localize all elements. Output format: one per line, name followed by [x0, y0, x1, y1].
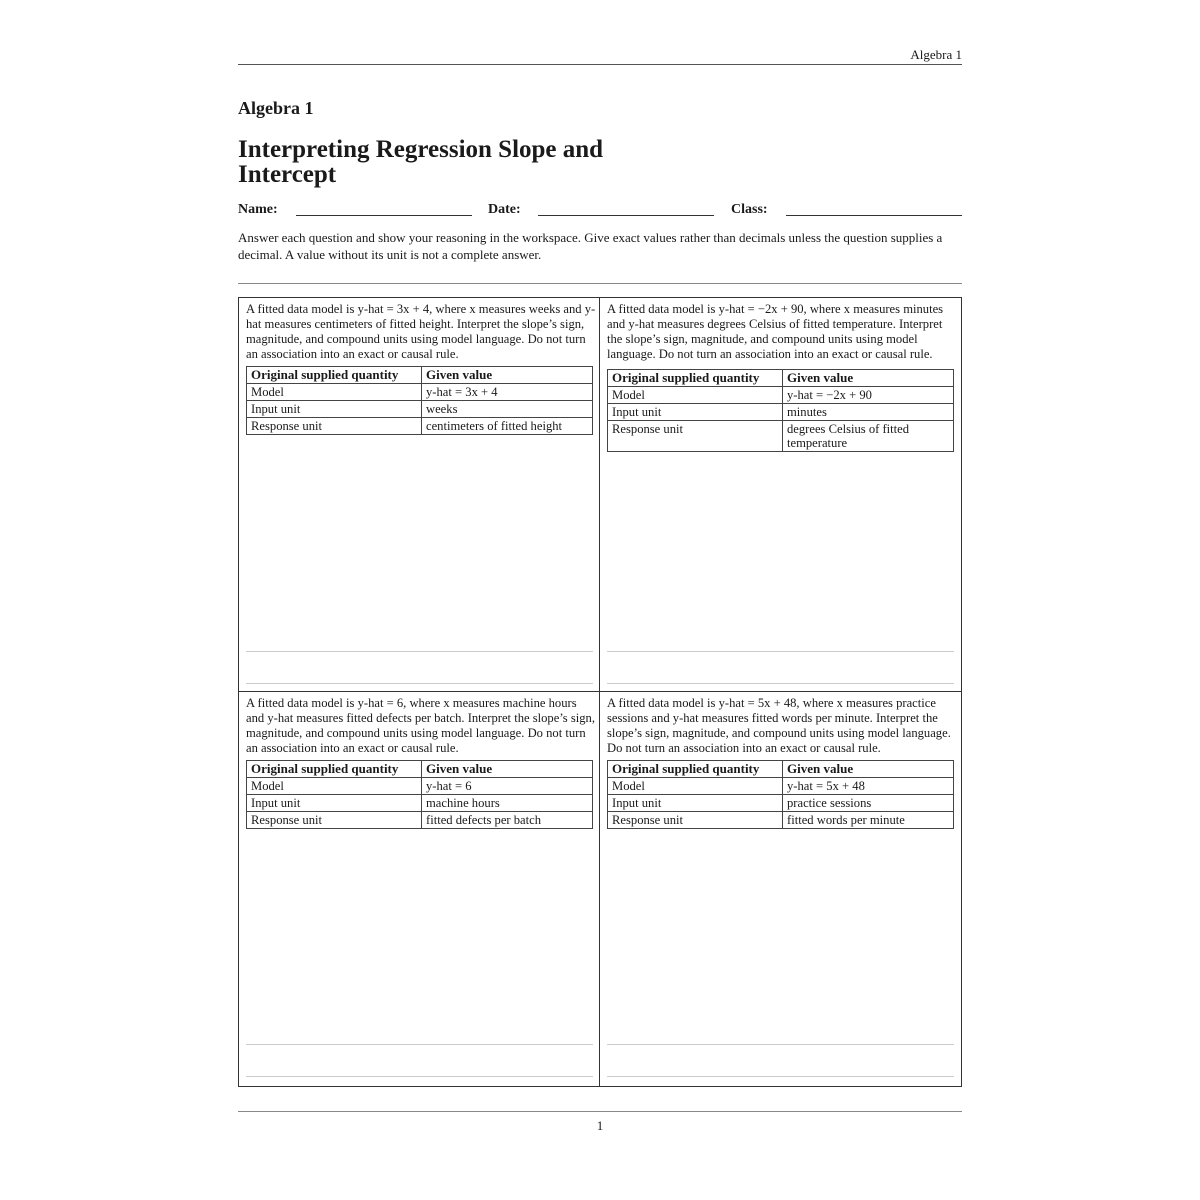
table-row [608, 404, 954, 421]
table-row [247, 778, 593, 795]
problem-cell [239, 692, 600, 1086]
student-info-fields [238, 202, 962, 222]
quantity-cell: Input unit [247, 795, 422, 812]
value-cell: y-hat = 6 [422, 778, 593, 795]
answer-line[interactable] [246, 683, 593, 684]
quantity-cell: Model [247, 778, 422, 795]
table-row [247, 795, 593, 812]
value-cell: fitted defects per batch [422, 812, 593, 829]
footer-rule [238, 1111, 962, 1112]
table-row [608, 387, 954, 404]
table-row [608, 778, 954, 795]
value-cell: degrees Celsius of fitted temperature [783, 421, 954, 452]
given-values-table [246, 366, 593, 435]
column-header: Given value [422, 761, 593, 778]
table-row [247, 418, 593, 435]
class-label: Class: [731, 202, 768, 217]
table-row [247, 401, 593, 418]
problem-cell [600, 692, 961, 1086]
value-cell: minutes [783, 404, 954, 421]
answer-line[interactable] [607, 1076, 954, 1077]
given-values-table [246, 760, 593, 829]
instructions: Answer each question and show your reasoning in the workspace. Give exact values rather than decimals unless the question supplies a decimal. A value without its unit is not a complete answer. [238, 230, 943, 262]
column-header: Given value [783, 761, 954, 778]
answer-line[interactable] [246, 1044, 593, 1045]
quantity-cell: Input unit [608, 795, 783, 812]
page-number: 1 [596, 1118, 604, 1133]
value-cell: y-hat = 3x + 4 [422, 384, 593, 401]
date-label: Date: [488, 202, 521, 217]
problem-cell [239, 298, 600, 692]
name-label: Name: [238, 202, 278, 217]
value-cell: y-hat = 5x + 48 [783, 778, 954, 795]
answer-line[interactable] [607, 651, 954, 652]
quantity-cell: Model [608, 778, 783, 795]
quantity-cell: Response unit [247, 812, 422, 829]
column-header: Original supplied quantity [608, 370, 783, 387]
table-row [608, 421, 954, 452]
quantity-cell: Response unit [608, 421, 783, 452]
quantity-cell: Input unit [608, 404, 783, 421]
problem-prompt: A fitted data model is y-hat = −2x + 90, where x measures minutes and y-hat measures degrees Celsius of fitted temperature. Interpret the slope’s sign, magnitude, and compound units using model language. Do not turn an association into an exact or causal rule. [607, 302, 944, 361]
header-rule [238, 64, 962, 65]
value-cell: practice sessions [783, 795, 954, 812]
column-header: Original supplied quantity [608, 761, 783, 778]
name-field[interactable] [296, 215, 472, 216]
value-cell: weeks [422, 401, 593, 418]
table-row [608, 812, 954, 829]
course-title: Algebra 1 [238, 98, 314, 118]
quantity-cell: Response unit [608, 812, 783, 829]
value-cell: fitted words per minute [783, 812, 954, 829]
table-row [608, 795, 954, 812]
problem-prompt: A fitted data model is y-hat = 5x + 48, where x measures practice sessions and y-hat measures fitted words per minute. Interpret the slope’s sign, magnitude, and compound units using model language. Do not turn an association into an exact or causal rule. [607, 696, 951, 755]
quantity-cell: Response unit [247, 418, 422, 435]
problem-prompt: A fitted data model is y-hat = 3x + 4, where x measures weeks and y-hat measures centimeters of fitted height. Interpret the slope’s sign, magnitude, and compound units using model language. Do not turn an association into an exact or causal rule. [246, 302, 596, 361]
date-field[interactable] [538, 215, 714, 216]
table-row [247, 812, 593, 829]
problem-grid [238, 297, 962, 1087]
table-header-row [247, 367, 593, 384]
class-field[interactable] [786, 215, 962, 216]
worksheet-page [238, 0, 962, 1200]
value-cell: centimeters of fitted height [422, 418, 593, 435]
problem-cell [600, 298, 961, 692]
answer-line[interactable] [607, 1044, 954, 1045]
column-header: Original supplied quantity [247, 761, 422, 778]
value-cell: machine hours [422, 795, 593, 812]
instructions-rule [238, 283, 962, 284]
table-header-row [608, 370, 954, 387]
answer-line[interactable] [246, 651, 593, 652]
table-header-row [247, 761, 593, 778]
answer-line[interactable] [607, 683, 954, 684]
column-header: Given value [783, 370, 954, 387]
problem-prompt: A fitted data model is y-hat = 6, where x measures machine hours and y-hat measures fitted defects per batch. Interpret the slope’s sign, magnitude, and compound units using model language. Do not turn an association into an exact or causal rule. [246, 696, 596, 755]
answer-line[interactable] [246, 1076, 593, 1077]
table-header-row [608, 761, 954, 778]
page-title: Interpreting Regression Slope and Intercept [238, 136, 604, 188]
column-header: Original supplied quantity [247, 367, 422, 384]
value-cell: y-hat = −2x + 90 [783, 387, 954, 404]
table-row [247, 384, 593, 401]
quantity-cell: Model [247, 384, 422, 401]
column-header: Given value [422, 367, 593, 384]
given-values-table [607, 760, 954, 829]
given-values-table [607, 369, 954, 452]
quantity-cell: Model [608, 387, 783, 404]
quantity-cell: Input unit [247, 401, 422, 418]
running-head: Algebra 1 [910, 47, 962, 62]
